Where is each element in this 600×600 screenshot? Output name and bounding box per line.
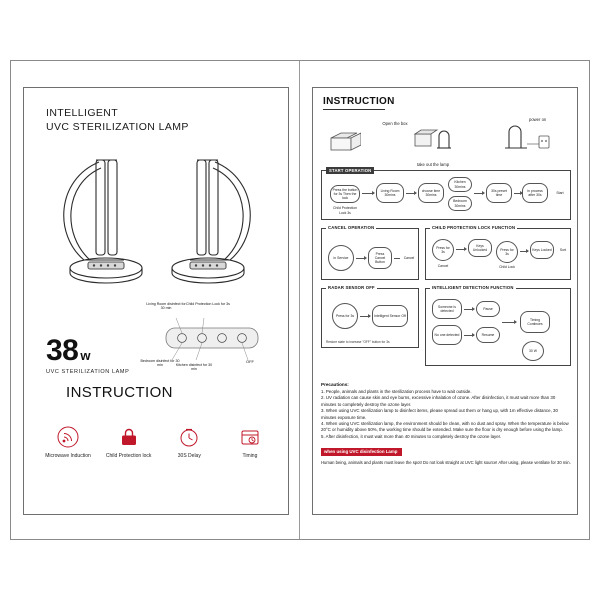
warning-badge: when using UVC disinfection Lamp — [321, 448, 402, 456]
node-press-3s-lock: Press for 3s — [496, 241, 518, 263]
feature-label: 30S Delay — [177, 453, 201, 459]
right-inner-frame — [312, 87, 578, 515]
section-cancel-operation — [321, 225, 419, 280]
section-intelligent-detection — [425, 285, 571, 366]
section-start-operation — [321, 170, 571, 220]
callout-living-room: Living Room disinfect for 30 min — [146, 302, 186, 311]
step-label: take out the lamp — [416, 162, 450, 167]
wattage-unit: w — [80, 348, 91, 363]
node-sort: Sort — [556, 245, 570, 255]
arrow — [356, 258, 366, 259]
node-someone-detected: Someone is detected — [432, 299, 462, 319]
node-cancel-label: Cancel — [430, 262, 456, 271]
callout-kitchen: Kitchen disinfect for 30 min — [175, 363, 213, 372]
delay-icon — [163, 424, 215, 450]
feature-label: Timing — [242, 453, 258, 459]
node-no-one-detected: No one detected — [432, 325, 462, 345]
product-title — [46, 106, 189, 134]
warning-row — [321, 440, 571, 458]
feature-item — [224, 424, 276, 460]
node-resume: Resume — [476, 327, 500, 343]
node-cancel: Cancel — [400, 253, 418, 263]
left-panel — [11, 61, 300, 539]
node-pause: Pause — [476, 301, 500, 317]
node-child-lock-label: Child Lock — [494, 263, 520, 272]
step-label: Open the box — [382, 121, 408, 126]
instruction-heading-left: INSTRUCTION — [66, 384, 173, 401]
child-lock-icon — [103, 424, 155, 450]
feature-item — [163, 424, 215, 460]
wattage-block — [46, 336, 129, 375]
precautions-title: Precautions: — [321, 382, 349, 387]
node-bedroom: Bedroom 30mins — [448, 196, 472, 211]
section-radar-sensor-off — [321, 285, 419, 348]
node-child-lock-note: Child Protection Lock 3s — [328, 205, 362, 216]
manual-sheet — [10, 60, 590, 540]
step-power-on — [499, 117, 555, 159]
node-keys-unlocked: Keys Unlocked — [468, 239, 492, 257]
left-inner-frame — [23, 87, 289, 515]
node-preset-time: 30s preset time — [486, 183, 512, 203]
precaution-item: 2. UV radiation can cause skin and eye burns, excessive inhalation of ozone. After disinfection, it must wait more than 30 minutes to completely destroy the ozone layer. — [321, 395, 556, 407]
instruction-heading-right: INSTRUCTION — [323, 96, 395, 107]
lamp-illustration — [44, 140, 270, 290]
arrow — [456, 249, 466, 250]
node-keys-locked: Keys Locked — [530, 241, 554, 259]
precaution-item: 4. When using UVC sterilization lamp, the environment should be clean, with no dust and spray. When the temperature is below 20°C or humidity above 50%, the working time should be extended. Make sure the floor is dry enough before using the lamp. — [321, 421, 569, 433]
arrow — [406, 193, 416, 194]
node-power-30w: 30 W — [522, 341, 544, 361]
precaution-item: 5. After disinfection, it must wait more than 40 minutes to completely destroy the ozone layer. — [321, 433, 502, 439]
step-open-box — [327, 128, 361, 159]
section-title: RADAR SENSOR OFF — [328, 285, 375, 290]
node-living-room: Living Room 30mins — [376, 183, 404, 203]
node-kitchen: Kitchen 30mins — [448, 177, 472, 192]
step-label: power on — [529, 117, 547, 122]
arrow — [464, 309, 474, 310]
setup-steps — [321, 114, 571, 170]
node-press-button: Press the button for 3s Then the lock — [330, 185, 360, 203]
radar-note: Restore state to increase "OFF" button for 3s — [326, 340, 390, 344]
arrow — [360, 316, 370, 317]
arrow — [464, 335, 474, 336]
arrow — [502, 322, 516, 323]
step-take-lamp — [413, 126, 453, 167]
arrow — [514, 193, 522, 194]
microwave-induction-icon — [42, 424, 94, 450]
node-press-cancel: Press Cancel Button — [368, 247, 392, 269]
callout-child-lock: Child Protection Lock for 3s — [186, 302, 230, 306]
product-title-line2: UVC STERILIZATION LAMP — [46, 121, 189, 133]
feature-item — [103, 424, 155, 460]
node-in-process: in process after 30s — [522, 183, 548, 203]
section-title: CANCEL OPERATION — [328, 225, 375, 230]
node-choose-time: choose time 30mins — [418, 183, 444, 203]
feature-list — [42, 424, 276, 460]
precaution-item: 1. People, animals and plants in the sterilization process have to wait outside. — [321, 389, 472, 394]
section-title: INTELLIGENT DETECTION FUNCTION — [432, 285, 514, 290]
timing-icon — [224, 424, 276, 450]
feature-label: Child Protection lock — [105, 453, 152, 459]
product-title-line1: INTELLIGENT — [46, 107, 119, 119]
section-child-protection-lock — [425, 225, 571, 280]
control-panel-diagram — [140, 302, 276, 372]
section-title: CHILD PROTECTION LOCK FUNCTION — [432, 225, 516, 230]
node-press-3s-radar: Press for 3s — [332, 303, 358, 329]
node-timing-continues: Timing Continues — [520, 311, 550, 333]
right-panel — [300, 61, 589, 539]
node-sensor-off: Intelligent Sensor Off — [372, 305, 408, 327]
feature-label: Microwave Induction — [45, 453, 91, 459]
wattage-subtitle: UVC STERILIZATION LAMP — [46, 369, 130, 375]
wattage-value: 38 — [46, 334, 79, 367]
warning-text: Human being, animals and plants must leave the spot! Do not look straight at UVC light source! After using, please ventilate for 30 min. — [321, 460, 571, 466]
arrow — [520, 251, 528, 252]
precautions-block — [321, 382, 571, 466]
node-press-3s-unlock: Press for 3s — [432, 239, 454, 261]
section-title: START OPERATION — [326, 167, 374, 174]
node-in-service: in Service — [328, 245, 354, 271]
feature-item — [42, 424, 94, 460]
arrow — [362, 193, 374, 194]
node-start: Start — [552, 187, 568, 199]
precaution-item: 3. When using UVC sterilization lamp to disinfect items, please spread out them or hang up, with 1m effective distance, 30 minutes exposure time. — [321, 408, 558, 420]
callout-bedroom: Bedroom disinfect for 30 min — [140, 359, 180, 368]
heading-underline — [323, 109, 385, 110]
callout-off: OFF — [246, 359, 254, 364]
arrow — [474, 193, 484, 194]
